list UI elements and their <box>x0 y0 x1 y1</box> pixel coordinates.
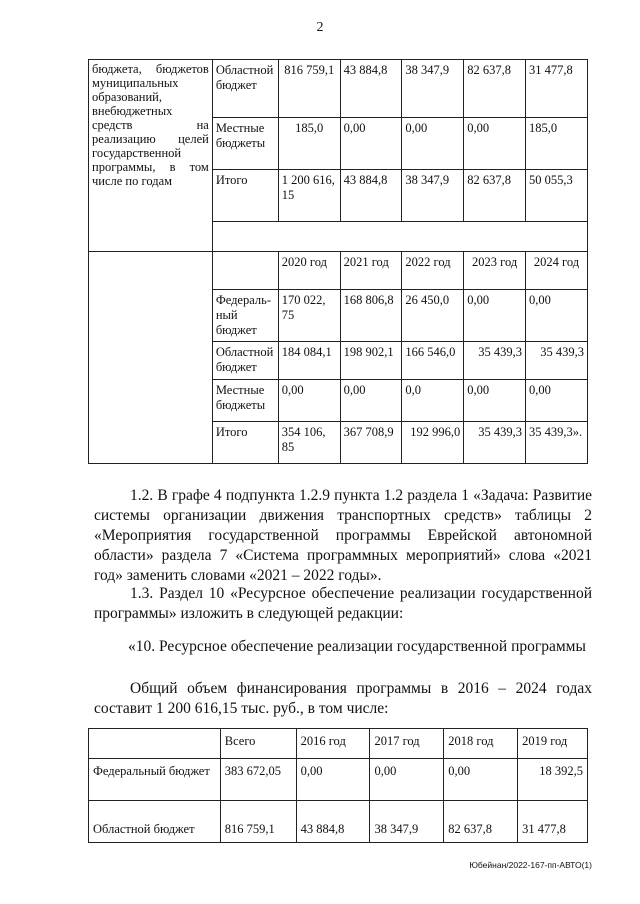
cell: 0,00 <box>464 118 526 170</box>
cell: 367 708,9 <box>340 422 402 464</box>
cell: 35 439,3 <box>526 342 588 380</box>
paragraph-1-2 <box>94 486 592 586</box>
cell: 0,00 <box>278 380 340 422</box>
cell: 816 759,1 <box>278 60 340 118</box>
cell: 82 637,8 <box>444 801 518 843</box>
cell: 354 106, 85 <box>278 422 340 464</box>
cell: 816 759,1 <box>220 801 296 843</box>
paragraph-1-3: 1.3. Раздел 10 «Ресурсное обеспечение реализации государственной программы» изложить в следующей редакции: <box>94 585 592 622</box>
year-header: 2022 год <box>402 252 464 290</box>
cell: 0,00 <box>464 380 526 422</box>
blank-row <box>212 222 587 252</box>
cell: 0,00 <box>370 759 444 801</box>
paragraph-total-funding: Общий объем финансирования программы в 2016 – 2024 годах составит 1 200 616,15 тыс. руб., в том числе: <box>94 680 592 717</box>
row-name: Областной бюджет <box>212 60 278 118</box>
cell: 185,0 <box>526 118 588 170</box>
cell: 184 084,1 <box>278 342 340 380</box>
cell: 38 347,9 <box>402 170 464 222</box>
cell: 82 637,8 <box>464 170 526 222</box>
cell: 0,00 <box>444 759 518 801</box>
year-header: 2021 год <box>340 252 402 290</box>
row-name: Итого <box>212 422 278 464</box>
cell: 82 637,8 <box>464 60 526 118</box>
cell: 1 200 616, 15 <box>278 170 340 222</box>
cell: 31 477,8 <box>526 60 588 118</box>
header-cell <box>89 729 221 759</box>
cell: 43 884,8 <box>340 60 402 118</box>
cell: 0,00 <box>402 118 464 170</box>
header-cell: 2018 год <box>444 729 518 759</box>
cell: 192 996,0 <box>402 422 464 464</box>
cell: 38 347,9 <box>402 60 464 118</box>
row-name: Местные бюджеты <box>212 118 278 170</box>
row-name: Областной бюджет <box>212 342 278 380</box>
row-name: Федеральный бюджет <box>89 759 221 801</box>
cell: 35 439,3 <box>464 342 526 380</box>
cell: 0,00 <box>526 380 588 422</box>
cell: 170 022, 75 <box>278 290 340 342</box>
section-heading: «10. Ресурсное обеспечение реализации государственной программы <box>128 638 586 655</box>
row-name: Итого <box>212 170 278 222</box>
cell: 0,00 <box>296 759 370 801</box>
header-cell: 2017 год <box>370 729 444 759</box>
row-name: Областной бюджет <box>89 801 221 843</box>
header-cell: Всего <box>220 729 296 759</box>
cell: 0,0 <box>402 380 464 422</box>
paragraph-text: 1.2. В графе 4 подпункта 1.2.9 пункта 1.2 раздела 1 «Задача: Развитие системы организации движения транспортных средств» таблицы 2 «Мероприятия государственной программы Еврейской автономной области» раздела 7 «Система программных мероприятий» слова «2021 год» заменить словами «2021 – 2022 годы». <box>94 487 592 584</box>
cell: 18 392,5 <box>518 759 588 801</box>
cell: 383 672,05 <box>220 759 296 801</box>
cell: 38 347,9 <box>370 801 444 843</box>
cell: 0,00 <box>340 380 402 422</box>
cell: 43 884,8 <box>296 801 370 843</box>
cell: 198 902,1 <box>340 342 402 380</box>
cell: 31 477,8 <box>518 801 588 843</box>
year-header: 2023 год <box>464 252 526 290</box>
page-number: 2 <box>316 20 324 35</box>
empty-label-cell <box>89 252 213 464</box>
header-cell: 2019 год <box>518 729 588 759</box>
document-code-footer: Юбейнан/2022-167-пп-АВТО(1) <box>469 860 592 870</box>
cell: 35 439,3». <box>526 422 588 464</box>
cell: 0,00 <box>526 290 588 342</box>
year-header: 2020 год <box>278 252 340 290</box>
cell: 0,00 <box>464 290 526 342</box>
cell: 50 055,3 <box>526 170 588 222</box>
cell: 0,00 <box>340 118 402 170</box>
cell: 185,0 <box>278 118 340 170</box>
row-name: Федераль-ный бюджет <box>212 290 278 342</box>
funding-table-continued <box>88 59 588 464</box>
row-name: Местные бюджеты <box>212 380 278 422</box>
cell: 166 546,0 <box>402 342 464 380</box>
empty-cell <box>212 252 278 290</box>
header-cell: 2016 год <box>296 729 370 759</box>
funding-sources-label: бюджета, бюджетов муниципальных образований, внебюджетных средств на реализацию целей государственной программы, в том числе по годам <box>89 60 213 252</box>
cell: 43 884,8 <box>340 170 402 222</box>
year-header: 2024 год <box>526 252 588 290</box>
funding-by-year-table <box>88 728 588 843</box>
cell: 35 439,3 <box>464 422 526 464</box>
cell: 26 450,0 <box>402 290 464 342</box>
cell: 168 806,8 <box>340 290 402 342</box>
